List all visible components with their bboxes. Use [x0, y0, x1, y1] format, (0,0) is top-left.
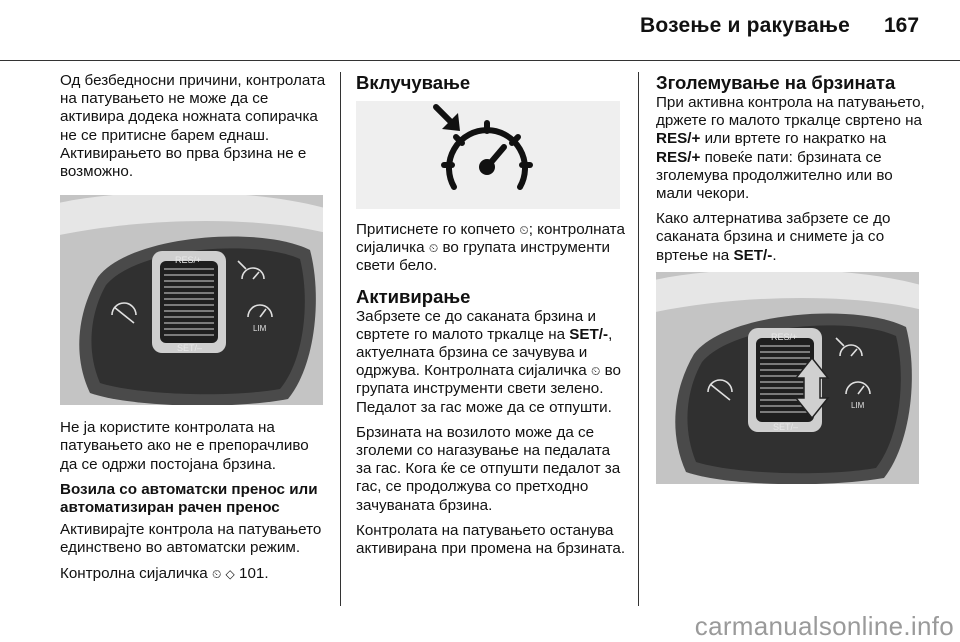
warning-paragraph: Не ја користите контролата на патувањето ако не е препорачливо да се одржи постојана брзина.	[60, 419, 309, 473]
cruise-control-icon: ⏲	[211, 566, 222, 581]
lim-label: LIM	[851, 400, 865, 410]
indicator-reference: Контролна сијаличка ⏲ ◇ 101.	[60, 564, 269, 582]
set-label: SET/–	[177, 343, 203, 354]
automatic-mode-paragraph: Активирајте контрола на патувањето единствено во автоматски режим.	[60, 521, 322, 557]
increase-speed-heading: Зголемување на брзината	[656, 72, 896, 93]
thumbwheel-figure	[656, 272, 919, 484]
cruise-control-icon: ⏲	[428, 241, 439, 256]
cruise-control-icon: ⏲	[590, 364, 601, 379]
safety-paragraph: Од безбедносни причини, контролата на патувањето не може да се активира додека ножната сопирачка не се притисне барем еднаш. Активирањето во прва брзина не е возможно.	[60, 72, 326, 181]
increase-speed-paragraph: При активна контрола на патувањето, држете го малото тркалце свртено на RES/+ или вртете го накратко на RES/+ повеќе пати: брзината се зголемува продолжително или во мали чекори.	[656, 94, 925, 203]
header-rule	[0, 60, 960, 61]
res-label: RES/+	[175, 255, 202, 266]
gear-change-paragraph: Контролата на патувањето останува активирана при промена на брзината.	[356, 521, 626, 558]
alternative-paragraph: Како алтернатива забрзете се до саканата брзина и снимете ја со вртење на SET/-.	[656, 210, 891, 264]
column-divider-1	[340, 72, 341, 606]
set-label: SET/–	[773, 421, 799, 432]
column-2	[356, 72, 628, 558]
switch-on-heading: Вклучување	[356, 72, 471, 93]
accelerate-paragraph: Брзината на возилото може да се зголеми со нагазување на педалата за гас. Кога ќе се отпушти педалот за гас, се продолжува со претходно зачуваната брзина.	[356, 423, 621, 514]
thumbwheel-illustration	[656, 272, 919, 484]
steering-controls-illustration	[60, 195, 323, 405]
automatic-transmission-heading: Возила со автоматски пренос или автоматизиран рачен пренос	[60, 480, 318, 517]
activation-paragraph: Забрзете се до саканата брзина и свртете го малото тркалце на SET/-, актуелната брзина се зачувува и одржува. Контролната сијаличка ⏲ во групата инструменти свети зелено. Педалот за гас може да се отпушти.	[356, 307, 621, 416]
book-reference-icon: ◇	[225, 566, 235, 581]
column-3	[656, 72, 928, 484]
steering-controls-figure	[60, 195, 323, 405]
running-header: Возење и ракување	[640, 14, 850, 37]
cruise-control-symbol-figure	[356, 101, 620, 209]
page-number: 167	[884, 14, 920, 37]
cruise-control-symbol	[356, 101, 620, 209]
column-divider-2	[638, 72, 639, 606]
activation-heading: Активирање	[356, 285, 471, 307]
res-label: RES/+	[771, 331, 798, 342]
footer-watermark: carmanualsonline.info	[694, 611, 954, 641]
column-1	[60, 72, 328, 583]
cruise-control-icon: ⏲	[519, 223, 529, 237]
lim-label: LIM	[253, 324, 267, 334]
press-button-paragraph: Притиснете го копчето ⏲; контролната сијаличка ⏲ во групата инструменти свети бело.	[356, 221, 625, 275]
